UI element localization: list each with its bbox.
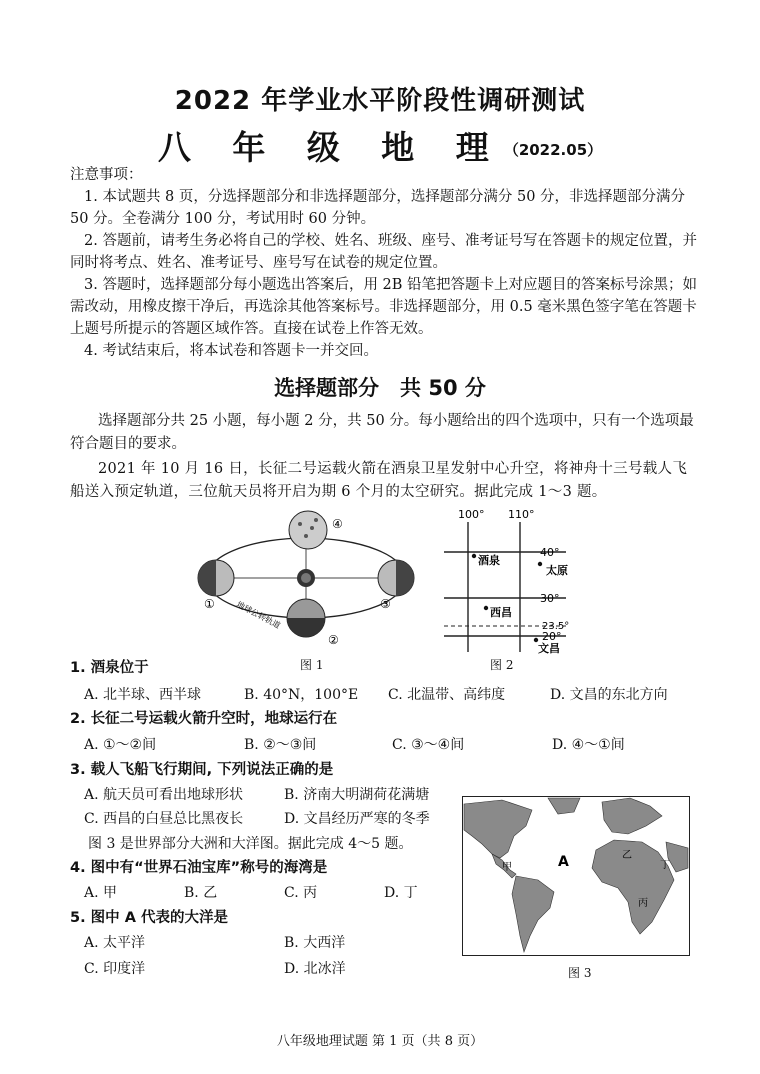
earth-2 — [287, 599, 325, 637]
context-paragraph-1: 2021 年 10 月 16 日，长征二号运载火箭在酒泉卫星发射中心升空，将神舟十三号载人飞船送入预定轨道，三位航天员将开启为期 6 个月的太空研究。据此完成 1～3 题。 — [70, 461, 688, 500]
question-4-option-b[interactable]: B. 乙 — [184, 885, 218, 901]
question-1-option-c[interactable]: C. 北温带、高纬度 — [388, 687, 506, 703]
city-xichang: 西昌 — [490, 606, 512, 619]
exam-title: 2022 年学业水平阶段性调研测试 — [174, 86, 586, 116]
lat-label-20: 20° — [542, 630, 562, 643]
map-label-jia: 甲 — [502, 862, 512, 873]
question-3-option-b[interactable]: B. 济南大明湖荷花满塘 — [284, 787, 430, 803]
lon-label-100: 100° — [458, 508, 485, 521]
map-label-ding: 丁 — [660, 860, 670, 871]
context-paragraph-2: 图 3 是世界部分大洲和大洋图。据此完成 4～5 题。 — [88, 836, 413, 852]
orbit-label-2: ② — [328, 633, 339, 647]
orbit-label-1: ① — [204, 597, 215, 611]
lon-label-110: 110° — [508, 508, 535, 521]
lat-label-30: 30° — [540, 592, 560, 605]
orbit-label-4: ④ — [332, 517, 343, 531]
city-dot-jiuquan — [472, 554, 476, 558]
question-2-option-b[interactable]: B. ②～③间 — [244, 737, 317, 753]
question-3-option-c[interactable]: C. 西昌的白昼总比黑夜长 — [84, 811, 244, 827]
note-item: 3. 答题时，选择题部分每小题选出答案后，用 2B 铅笔把答题卡上对应题目的答案标号涂黑；如需改动，用橡皮擦干净后，再选涂其他答案标号。非选择题部分，用 0.5 毫米黑色签字笔在答题卡上题号所提示的答题区域作答。直接在试卷上作答无效。 — [70, 277, 698, 337]
question-3-option-d[interactable]: D. 文昌经历严寒的冬季 — [284, 811, 430, 827]
figure-2-caption: 图 2 — [490, 658, 514, 672]
city-jiuquan: 酒泉 — [478, 554, 500, 567]
question-5-option-b[interactable]: B. 大西洋 — [284, 935, 346, 951]
earth-3 — [378, 560, 414, 596]
earth-1 — [198, 560, 234, 596]
question-5-option-d[interactable]: D. 北冰洋 — [284, 961, 346, 977]
ocean-label-a: A — [558, 854, 569, 870]
question-1-option-a[interactable]: A. 北半球、西半球 — [84, 687, 202, 703]
map-label-bing: 丙 — [638, 898, 648, 909]
map-label-yi: 乙 — [622, 850, 632, 861]
orbit-path-label: 地球公转轨道 — [235, 599, 282, 631]
question-3-option-a[interactable]: A. 航天员可看出地球形状 — [84, 787, 244, 803]
city-wenchang: 文昌 — [538, 642, 560, 655]
subject-title — [0, 122, 760, 169]
earth-4 — [289, 511, 327, 549]
orbit-label-3: ③ — [380, 597, 391, 611]
question-1-option-d[interactable]: D. 文昌的东北方向 — [550, 687, 668, 703]
figure-1-earth-orbit — [188, 506, 428, 656]
city-dot-xichang — [484, 606, 488, 610]
notes-heading: 注意事项： — [70, 167, 143, 183]
question-2-option-a[interactable]: A. ①～②间 — [84, 737, 157, 753]
question-4-option-c[interactable]: C. 丙 — [284, 885, 318, 901]
question-1-stem: 1. 酒泉位于 — [70, 660, 149, 676]
question-2-stem: 2. 长征二号运载火箭升空时，地球运行在 — [70, 711, 338, 727]
subject-name: 八 年 级 地 理 — [157, 128, 504, 167]
question-2-option-d[interactable]: D. ④～①间 — [552, 737, 625, 753]
question-5-option-a[interactable]: A. 太平洋 — [84, 935, 146, 951]
exam-date: （2022.05） — [503, 141, 603, 159]
question-5-option-c[interactable]: C. 印度洋 — [84, 961, 146, 977]
city-taiyuan: 太原 — [546, 564, 568, 577]
question-5-stem: 5. 图中 A 代表的大洋是 — [70, 910, 228, 926]
question-1-option-b[interactable]: B. 40°N，100°E — [244, 687, 359, 703]
question-2-option-c[interactable]: C. ③～④间 — [392, 737, 465, 753]
lat-label-40: 40° — [540, 546, 560, 559]
figure-3-world-map — [462, 796, 690, 956]
section-intro: 选择题部分共 25 小题，每小题 2 分，共 50 分。每小题给出的四个选项中，只有一个选项最符合题目的要求。 — [70, 413, 694, 452]
question-4-stem: 4. 图中有“世界石油宝库”称号的海湾是 — [70, 860, 328, 876]
figure-2-grid-map — [438, 506, 578, 656]
note-item: 4. 考试结束后，将本试卷和答题卡一并交回。 — [84, 343, 378, 359]
lat-label-23-5: 23.5° — [542, 621, 570, 632]
question-4-option-a[interactable]: A. 甲 — [84, 885, 118, 901]
figure-3-caption: 图 3 — [568, 966, 592, 980]
city-dot-taiyuan — [538, 562, 542, 566]
note-item: 2. 答题前，请考生务必将自己的学校、姓名、班级、座号、准考证号写在答题卡的规定位置，并同时将考点、姓名、准考证号、座号写在试卷的规定位置。 — [70, 233, 697, 271]
note-item: 1. 本试题共 8 页，分选择题部分和非选择题部分，选择题部分满分 50 分，非选择题部分满分 50 分。全卷满分 100 分，考试用时 60 分钟。 — [70, 189, 686, 227]
question-4-option-d[interactable]: D. 丁 — [384, 885, 418, 901]
page-footer: 八年级地理试题 第 1 页（共 8 页） — [276, 1034, 484, 1049]
figure-1-caption: 图 1 — [300, 658, 324, 672]
section-title: 选择题部分 共 50 分 — [274, 376, 486, 400]
notes-block — [70, 164, 700, 362]
question-3-stem: 3. 载人飞船飞行期间, 下列说法正确的是 — [70, 762, 334, 778]
